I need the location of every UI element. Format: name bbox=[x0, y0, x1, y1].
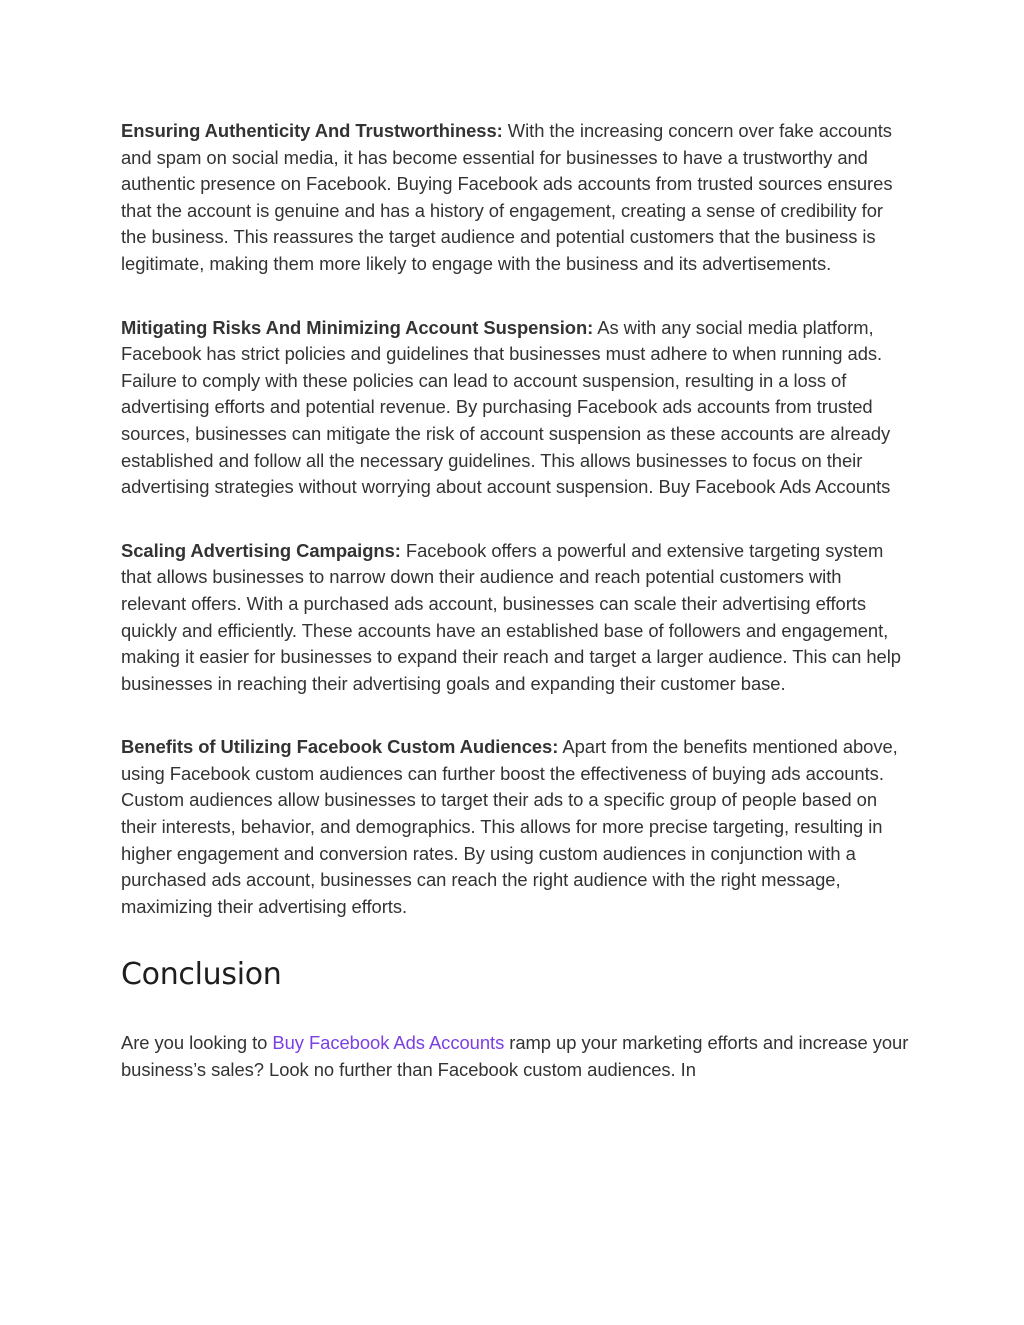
conclusion-title: Conclusion bbox=[121, 957, 282, 993]
section-heading: Mitigating Risks And Minimizing Account Suspension: bbox=[121, 316, 594, 338]
conclusion-text-after: ramp up your marketing efforts and increase your business’s sales? Look no further than Facebook custom audiences. In bbox=[121, 1032, 909, 1081]
section-body: Apart from the benefits mentioned above, using Facebook custom audiences can further boost the effectiveness of buying ads accounts. Custom audiences allow businesses to target their ads to a specific group of people based on their interests, behavior, and demographics. This allows for more precise targeting, resulting in higher engagement and conversion rates. By using custom audiences in conjunction with a purchased ads account, businesses can reach the right audience with the right message, maximizing their advertising efforts. bbox=[121, 736, 898, 917]
section-authenticity bbox=[121, 118, 911, 278]
section-heading: Benefits of Utilizing Facebook Custom Audiences: bbox=[121, 736, 559, 758]
document-page bbox=[121, 118, 911, 1121]
conclusion-paragraph bbox=[121, 1030, 911, 1083]
section-body: As with any social media platform, Facebook has strict policies and guidelines that businesses must adhere to when running ads. Failure to comply with these policies can lead to account suspension, resulting in a loss of advertising efforts and potential revenue. By purchasing Facebook ads accounts from trusted sources, businesses can mitigate the risk of account suspension as these accounts are already established and follow all the necessary guidelines. This allows businesses to focus on their advertising strategies without worrying about account suspension. Buy Facebook Ads Accounts bbox=[121, 316, 891, 498]
section-scaling bbox=[121, 538, 911, 698]
section-custom-audiences bbox=[121, 734, 911, 920]
section-heading: Ensuring Authenticity And Trustworthiness: bbox=[121, 120, 503, 141]
section-body: With the increasing concern over fake accounts and spam on social media, it has become essential for businesses to have a trustworthy and authentic presence on Facebook. Buying Facebook ads accounts from trusted sources ensures that the account is genuine and has a history of engagement, creating a sense of credibility for the business. This reassures the target audience and potential customers that the business is legitimate, making them more likely to engage with the business and its advertisements. bbox=[121, 120, 893, 274]
section-heading: Scaling Advertising Campaigns: bbox=[121, 539, 401, 561]
buy-facebook-ads-accounts-link[interactable]: Buy Facebook Ads Accounts bbox=[272, 1032, 505, 1054]
section-body: Facebook offers a powerful and extensive targeting system that allows businesses to narrow down their audience and reach potential customers with relevant offers. With a purchased ads account, businesses can scale their advertising efforts quickly and efficiently. These accounts have an established base of followers and engagement, making it easier for businesses to expand their reach and target a larger audience. This can help businesses in reaching their advertising goals and expanding their customer base. bbox=[121, 539, 901, 694]
conclusion-text-before: Are you looking to bbox=[121, 1032, 273, 1054]
section-risks bbox=[121, 315, 911, 501]
